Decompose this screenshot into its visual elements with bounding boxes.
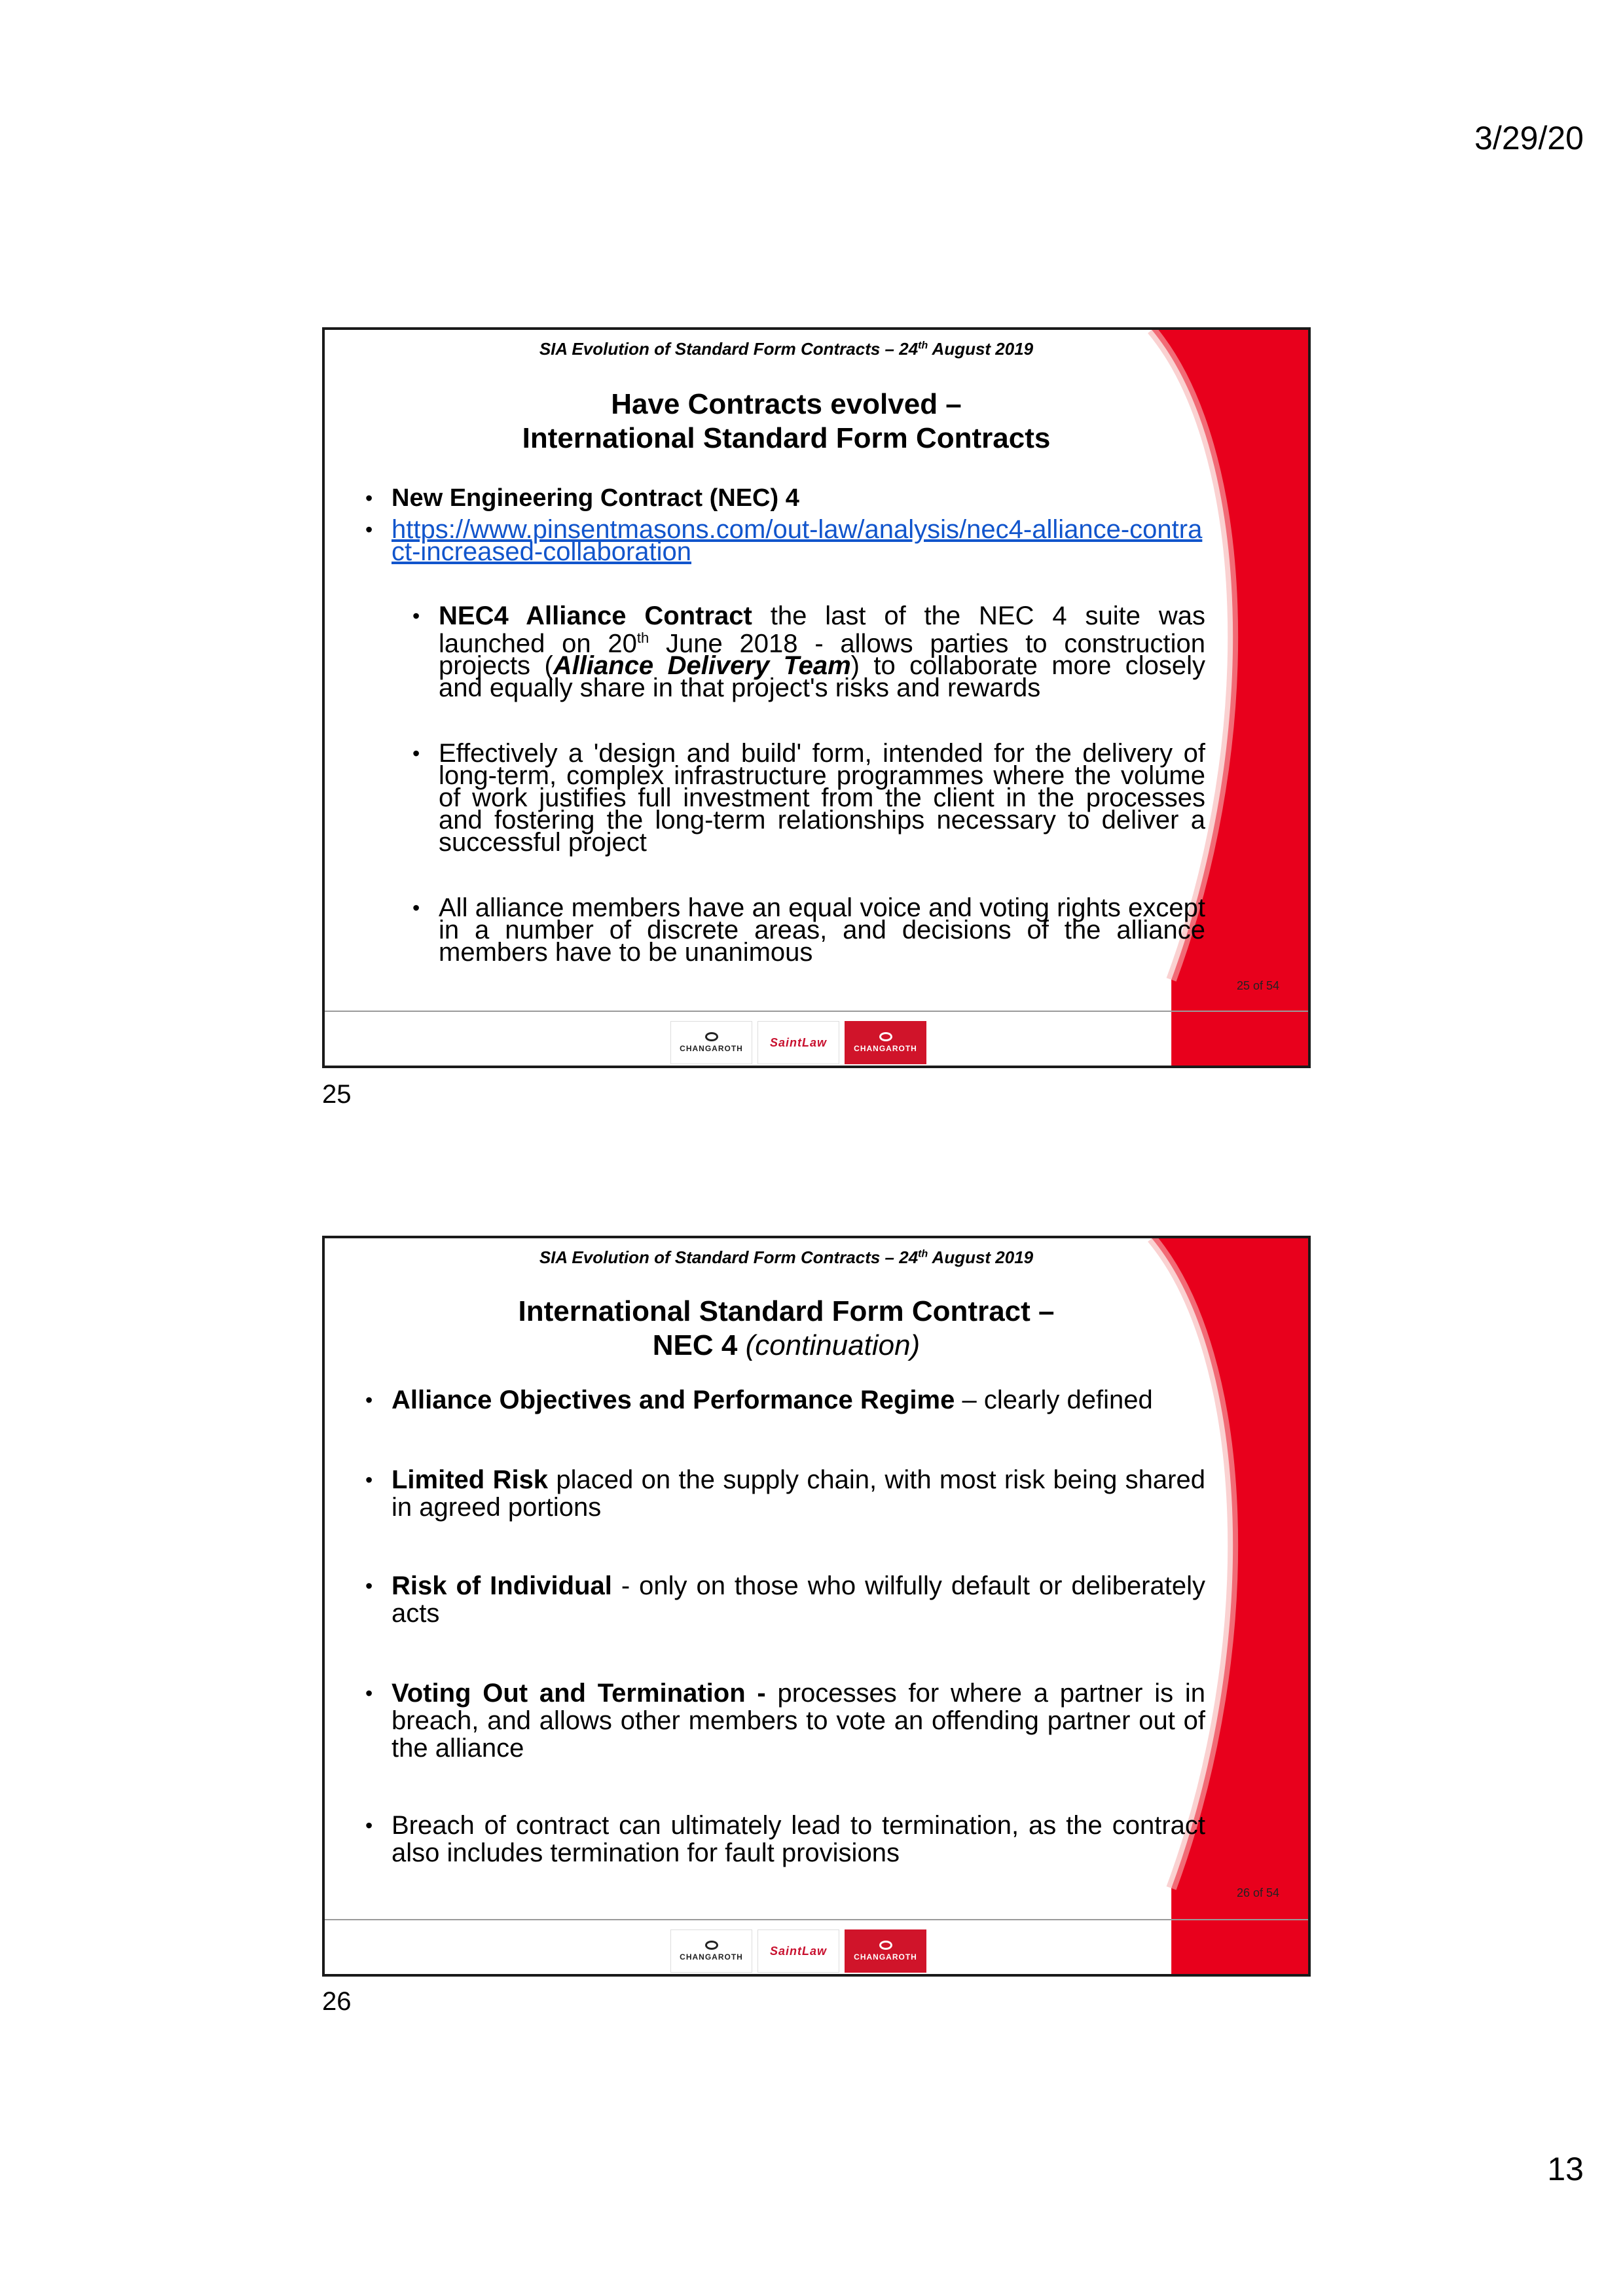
page-date: 3/29/20 <box>1474 120 1584 156</box>
slide-header: SIA Evolution of Standard Form Contracts – 24th August 2019 <box>539 339 1034 359</box>
nec4-article-link[interactable]: https://www.pinsentmasons.com/out-law/analysis/nec4-alliance-contract-increased-collaboration <box>392 515 1203 566</box>
bullet-item <box>365 515 1205 566</box>
bullet-item: • Effectively a 'design and build' form, intended for the delivery of long-term, complex infrastructure programmes where the volume of work justifies full investment from the client in the processes and fostering the long-term relationships necessary to deliver a successful project <box>412 742 1205 853</box>
bullet-item: • Limited Risk placed on the supply chain, with most risk being shared in agreed portions <box>365 1466 1205 1521</box>
bullet-item: • All alliance members have an equal voice and voting rights except in a number of discrete areas, and decisions of the alliance members have to be unanimous <box>412 897 1205 963</box>
slide-header: SIA Evolution of Standard Form Contracts – 24th August 2019 <box>539 1247 1034 1267</box>
slide-number: 25 <box>322 1080 352 1109</box>
logo-row <box>670 1021 926 1064</box>
slide-counter: 26 of 54 <box>1236 1886 1279 1899</box>
page-number: 13 <box>1547 2151 1584 2187</box>
saintlaw-logo: SaintLaw <box>757 1021 839 1064</box>
slide-25 <box>322 327 1311 1068</box>
saintlaw-logo: SaintLaw <box>757 1929 839 1973</box>
logo-row <box>670 1929 926 1973</box>
title-line: International Standard Form Contract – <box>518 1295 1055 1327</box>
bullet-item: • Risk of Individual - only on those who wilfully default or deliberately acts <box>365 1572 1205 1627</box>
title-line: International Standard Form Contracts <box>522 422 1051 454</box>
bullet-item: • NEC4 Alliance Contract the last of the NEC 4 suite was launched on 20th June 2018 - allows parties to construction projects (Alliance Delivery Team) to collaborate more closely and equally share in that project's risks and rewards <box>412 605 1205 699</box>
changaroth-consultancy-logo: CHANGAROTH <box>845 1021 926 1064</box>
title-line: Have Contracts evolved – <box>611 388 962 420</box>
footer-divider <box>325 1011 1308 1012</box>
footer-divider <box>325 1919 1308 1920</box>
slide-title <box>325 1295 1248 1363</box>
bullet-item: • Voting Out and Termination - processes for where a partner is in breach, and allows other members to vote an offending partner out of the alliance <box>365 1679 1205 1762</box>
bullet-list <box>365 484 1206 967</box>
slide-title <box>325 387 1248 456</box>
changaroth-consultancy-logo: CHANGAROTH <box>845 1929 926 1973</box>
bullet-item: • New Engineering Contract (NEC) 4 <box>365 487 1205 509</box>
bullet-item: • Alliance Objectives and Performance Regime – clearly defined <box>365 1386 1205 1414</box>
slide-number: 26 <box>322 1987 352 2016</box>
bullet-list <box>365 1386 1205 1867</box>
title-line: NEC 4 (continuation) <box>652 1329 921 1361</box>
slide-counter: 25 of 54 <box>1236 979 1279 992</box>
changaroth-logo: CHANGAROTH <box>670 1929 752 1973</box>
slide-26 <box>322 1236 1311 1977</box>
bullet-item: • Breach of contract can ultimately lead to termination, as the contract also includes termination for fault provisions <box>365 1812 1205 1867</box>
changaroth-logo: CHANGAROTH <box>670 1021 752 1064</box>
